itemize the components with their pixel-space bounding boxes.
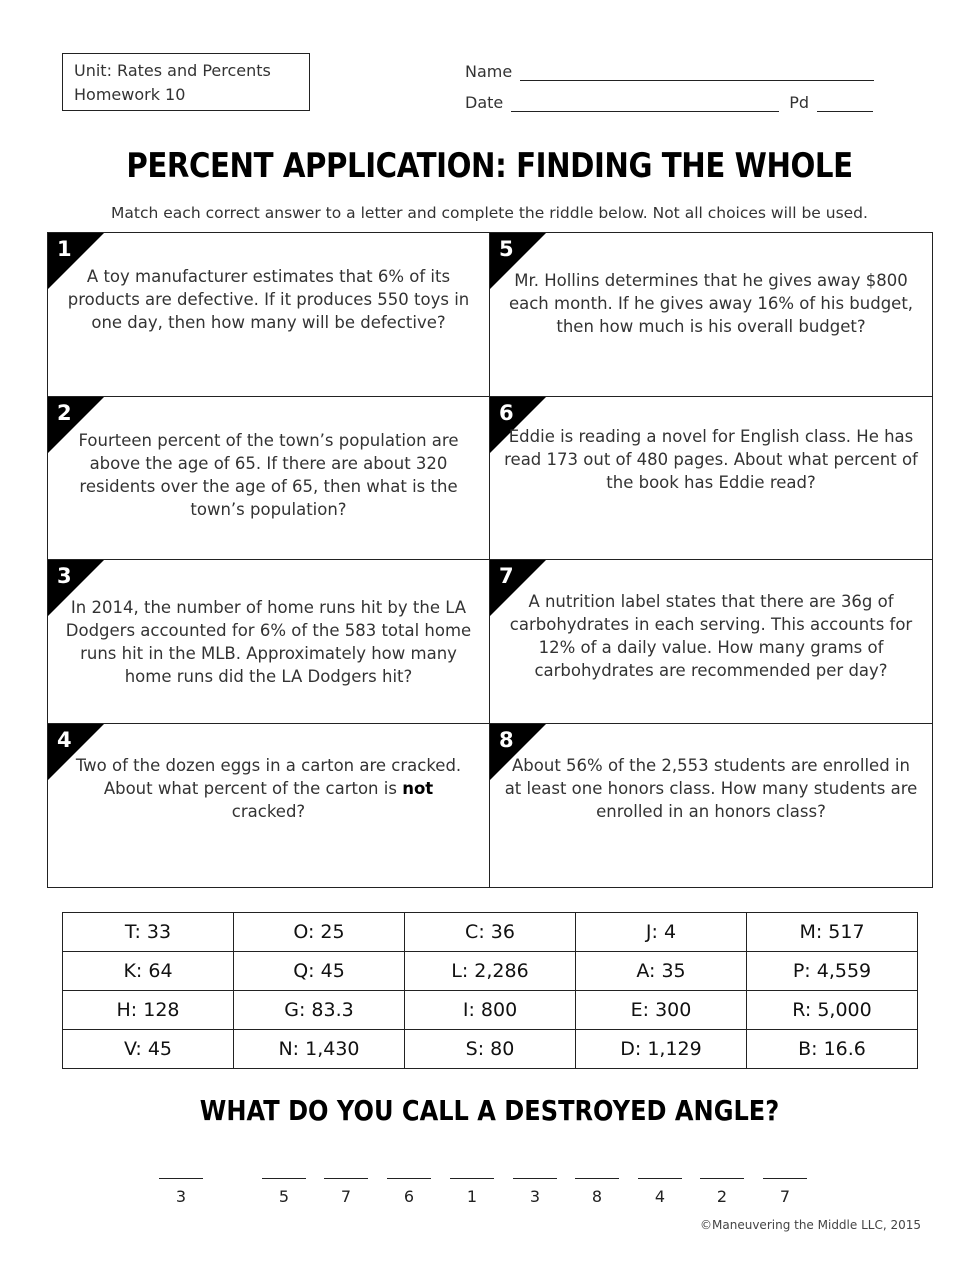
problem-number: 1 xyxy=(57,237,72,261)
blank-code: 1 xyxy=(466,1187,478,1206)
riddle-blank[interactable] xyxy=(159,1160,203,1206)
problem-text: Fourteen percent of the town’s population are above the age of 65. If there are about 320 residents over the age of 65, then what is the town’s population? xyxy=(78,430,459,519)
emphasis-not: not xyxy=(402,778,434,798)
problem-text: A toy manufacturer estimates that 6% of its products are defective. If it produces 550 toys in one day, then how many will be defective? xyxy=(67,267,470,332)
problem-number: 3 xyxy=(57,564,72,588)
riddle-blank[interactable] xyxy=(262,1160,306,1206)
blank-code: 5 xyxy=(278,1187,290,1206)
riddle-blank[interactable] xyxy=(324,1160,368,1206)
problem-text: Eddie is reading a novel for English class. He has read 173 out of 480 pages. About what percent of the book has Eddie read? xyxy=(504,426,918,492)
blank-code: 8 xyxy=(591,1187,603,1206)
answer-choice: A: 35 xyxy=(576,952,747,991)
problem-card xyxy=(48,397,490,561)
answer-choice: K: 64 xyxy=(63,952,234,991)
date-row xyxy=(465,81,874,112)
problem-number: 6 xyxy=(499,400,514,425)
period-field[interactable] xyxy=(817,94,873,112)
unit-info-box xyxy=(62,53,310,111)
answer-choice: T: 33 xyxy=(63,913,234,952)
answer-choice: G: 83.3 xyxy=(234,991,405,1030)
problem-card xyxy=(490,397,932,561)
date-label: Date xyxy=(465,93,504,112)
blank-code: 7 xyxy=(779,1187,791,1206)
answer-choice: M: 517 xyxy=(747,913,918,952)
problem-text xyxy=(70,754,467,823)
answer-choice: P: 4,559 xyxy=(747,952,918,991)
answer-choice: C: 36 xyxy=(405,913,576,952)
problem-number: 5 xyxy=(499,237,514,261)
problem-card xyxy=(48,724,490,888)
riddle-blank[interactable] xyxy=(700,1160,744,1206)
blank-code: 2 xyxy=(716,1187,728,1206)
problem-number: 7 xyxy=(499,564,514,588)
homework-label: Homework 10 xyxy=(74,85,186,104)
unit-label: Unit: Rates and Percents xyxy=(74,61,271,80)
blank-code: 3 xyxy=(175,1187,187,1206)
riddle-blank[interactable] xyxy=(387,1160,431,1206)
riddle-blank[interactable] xyxy=(575,1160,619,1206)
problem-number: 8 xyxy=(499,727,514,752)
answer-row xyxy=(63,1030,918,1069)
instructions: Match each correct answer to a letter and complete the riddle below. Not all choices will be used. xyxy=(111,204,868,222)
problem-number: 2 xyxy=(57,400,72,425)
answer-choice: O: 25 xyxy=(234,913,405,952)
problem-text: About 56% of the 2,553 students are enrolled in at least one honors class. How many students are enrolled in an honors class? xyxy=(504,755,918,821)
answer-row xyxy=(63,952,918,991)
answer-choice: S: 80 xyxy=(405,1030,576,1069)
problem-card xyxy=(48,560,490,724)
student-info xyxy=(465,50,874,112)
answer-row xyxy=(63,913,918,952)
riddle-blank[interactable] xyxy=(450,1160,494,1206)
blank-code: 4 xyxy=(654,1187,666,1206)
blank-code: 6 xyxy=(403,1187,415,1206)
answer-choice: L: 2,286 xyxy=(405,952,576,991)
problem-card xyxy=(490,560,932,724)
answer-choice: Q: 45 xyxy=(234,952,405,991)
date-field[interactable] xyxy=(511,94,779,112)
blank-code: 3 xyxy=(529,1187,541,1206)
answer-choice: D: 1,129 xyxy=(576,1030,747,1069)
name-row xyxy=(465,50,874,81)
answer-choice: V: 45 xyxy=(63,1030,234,1069)
problem-text: In 2014, the number of home runs hit by the LA Dodgers accounted for 6% of the 583 total home runs hit in the MLB. Approximately how many home runs did the LA Dodgers hit? xyxy=(65,598,472,686)
name-label: Name xyxy=(465,62,513,81)
riddle-blank[interactable] xyxy=(513,1160,557,1206)
answer-choice: B: 16.6 xyxy=(747,1030,918,1069)
riddle-blank[interactable] xyxy=(763,1160,807,1206)
answer-choice: N: 1,430 xyxy=(234,1030,405,1069)
blank-code: 7 xyxy=(340,1187,352,1206)
problem-text: Mr. Hollins determines that he gives away $800 each month. If he gives away 16% of his budget, then how much is his overall budget? xyxy=(508,271,914,336)
problem-card xyxy=(48,233,490,397)
problem-card xyxy=(490,724,932,888)
answer-row xyxy=(63,991,918,1030)
answer-choice: H: 128 xyxy=(63,991,234,1030)
problem-text-part: cracked? xyxy=(231,801,306,821)
problem-grid xyxy=(47,232,933,888)
answer-choice: I: 800 xyxy=(405,991,576,1030)
problem-number: 4 xyxy=(57,727,72,752)
period-label: Pd xyxy=(789,93,810,112)
riddle-question: WHAT DO YOU CALL A DESTROYED ANGLE? xyxy=(199,1094,780,1127)
answer-bank xyxy=(62,912,918,1069)
answer-choice: J: 4 xyxy=(576,913,747,952)
riddle-blank[interactable] xyxy=(638,1160,682,1206)
problem-text: A nutrition label states that there are 36g of carbohydrates in each serving. This accounts for 12% of a daily value. How many grams of carbohydrates are recommended per day? xyxy=(509,592,913,680)
problem-card xyxy=(490,233,932,397)
problem-text-part: Two of the dozen eggs in a carton are cracked. About what percent of the carton is xyxy=(75,755,462,798)
answer-choice: R: 5,000 xyxy=(747,991,918,1030)
name-field[interactable] xyxy=(520,63,874,81)
page-title: PERCENT APPLICATION: FINDING THE WHOLE xyxy=(126,146,853,186)
answer-choice: E: 300 xyxy=(576,991,747,1030)
copyright-notice: ©Maneuvering the Middle LLC, 2015 xyxy=(700,1218,921,1232)
